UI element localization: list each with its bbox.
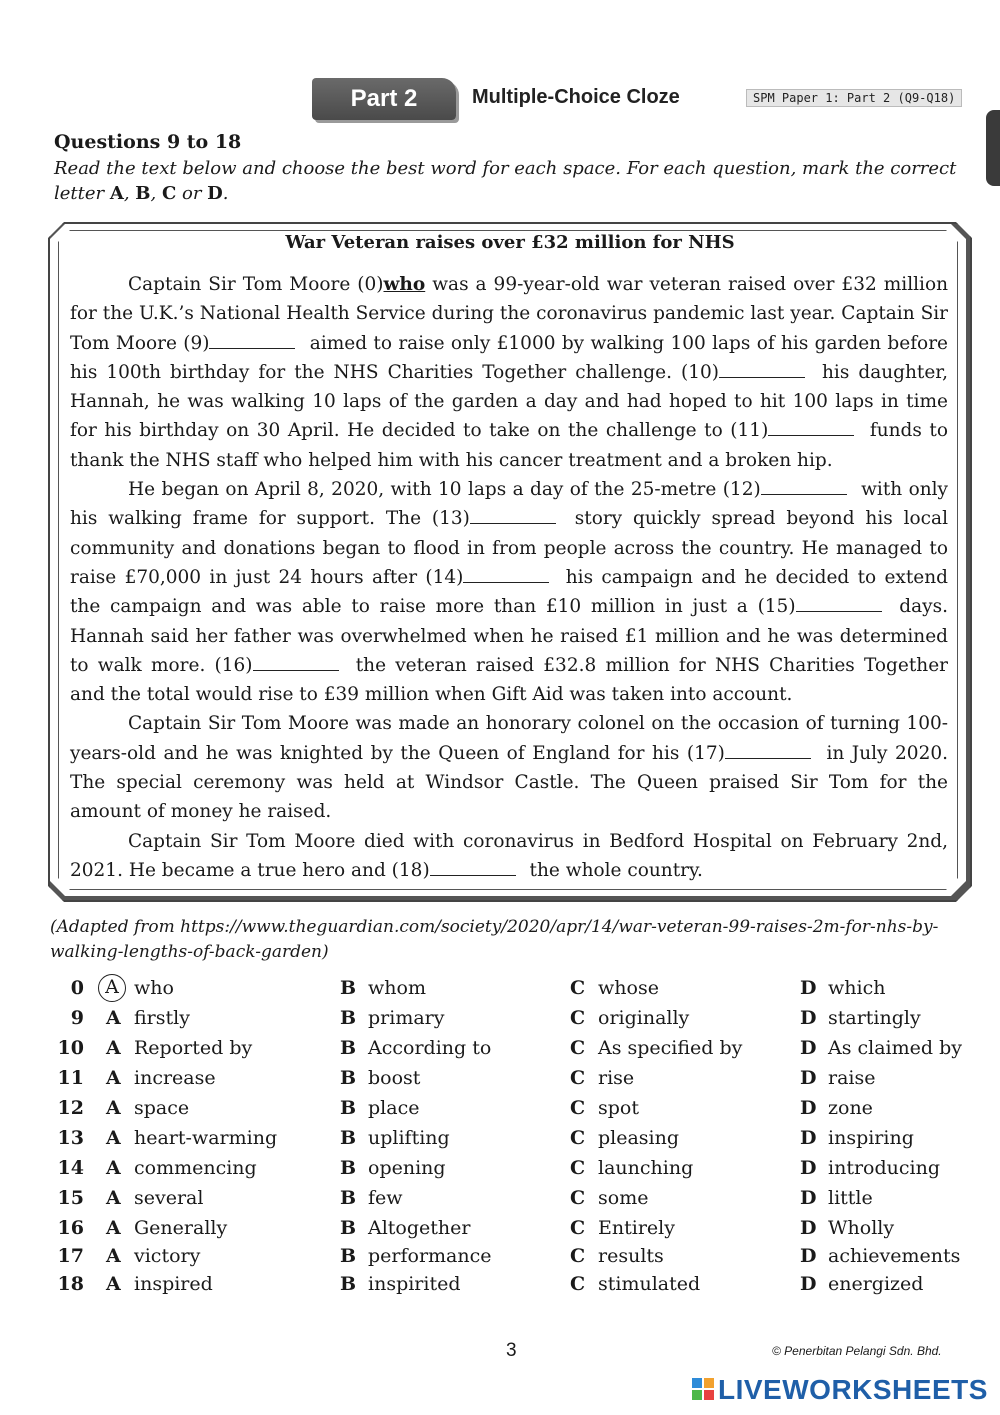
paragraph-4: Captain Sir Tom Moore died with coronavirus in Bedford Hospital on February 2nd, 2021. He became a true hero and (18) the whole country. [70,830,948,881]
option-row-13 [0,1127,1000,1157]
question-number: 15 [57,1187,84,1209]
option-letter-c[interactable]: C [570,1245,586,1267]
edge-tab [986,110,1000,186]
option-letter-d[interactable]: D [800,1067,817,1089]
option-letter-a[interactable]: A [106,1067,121,1089]
option-letter-b[interactable]: B [340,1037,357,1059]
option-b-text[interactable]: inspirited [368,1273,461,1295]
option-d-text[interactable]: zone [828,1097,873,1119]
option-letter-a[interactable]: A [106,1217,121,1239]
option-letter-b[interactable]: B [340,1217,357,1239]
question-number: 0 [70,977,84,999]
option-letter-d[interactable]: D [800,977,817,999]
option-c-text[interactable]: Entirely [598,1217,675,1239]
option-d-text[interactable]: introducing [828,1157,940,1179]
question-number: 11 [57,1067,84,1089]
option-c-text[interactable]: stimulated [598,1273,701,1295]
example-answer: who [383,274,426,295]
question-number: 16 [57,1217,84,1239]
paper-tag: SPM Paper 1: Part 2 (Q9-Q18) [746,89,962,107]
option-letter-c[interactable]: C [570,1157,586,1179]
option-b-text[interactable]: whom [368,977,426,999]
option-d-text[interactable]: energized [828,1273,924,1295]
paragraph-3: Captain Sir Tom Moore was made an honorary colonel on the occasion of turning 100-years-old and he was knighted by the Queen of England for his (17) in July 2020. The special ceremony was held at Windsor Castle. The Queen praised Sir Tom for the amount of money he raised. [70,713,948,823]
option-c-text[interactable]: As specified by [598,1037,743,1059]
option-row-0 [0,977,1000,1007]
passage-body [70,270,948,885]
blank-13[interactable] [470,508,556,524]
section-title: Multiple-Choice Cloze [472,86,680,108]
option-letter-a[interactable]: A [106,1187,121,1209]
option-d-text[interactable]: achievements [828,1245,961,1267]
option-d-text[interactable]: which [828,977,886,999]
option-d-text[interactable]: Wholly [828,1217,895,1239]
option-b-text[interactable]: Altogether [368,1217,471,1239]
option-a-text[interactable]: who [134,977,174,999]
option-letter-d[interactable]: D [800,1245,817,1267]
option-b-text[interactable]: place [368,1097,420,1119]
option-b-text[interactable]: few [368,1187,403,1209]
option-letter-d[interactable]: D [800,1037,817,1059]
option-letter-d[interactable]: D [800,1217,817,1239]
option-c-text[interactable]: some [598,1187,649,1209]
option-row-18 [0,1273,1000,1303]
liveworksheets-brand[interactable]: LIVEWORKSHEETS [718,1374,988,1405]
paragraph-2: He began on April 8, 2020, with 10 laps a day of the 25-metre (12) with only his walking frame for support. The (13) story quickly spread beyond his local community and donations began to flood in from people across the country. He managed to raise £70,000 in just 24 hours after (14) his campaign and he decided to extend the campaign and was able to raise more than £10 million in just a (15) days. Hannah said her father was overwhelmed when he raised £1 million and he was determined to walk more. (16) the veteran raised £32.8 million for NHS Charities Together and the total would rise to £39 million when Gift Aid was taken into account. [70,479,948,706]
option-letter-b[interactable]: B [340,1067,357,1089]
question-number: 17 [57,1245,84,1267]
option-row-10 [0,1037,1000,1067]
option-letter-c[interactable]: C [570,1187,586,1209]
option-letter-b[interactable]: B [340,1187,357,1209]
option-c-text[interactable]: whose [598,977,659,999]
option-letter-d[interactable]: D [800,1097,817,1119]
option-d-text[interactable]: inspiring [828,1127,914,1149]
option-row-14 [0,1157,1000,1187]
part-badge: Part 2 [312,78,456,120]
option-row-16 [0,1217,1000,1247]
option-c-text[interactable]: spot [598,1097,639,1119]
option-a-text[interactable]: heart-warming [134,1127,278,1149]
option-b-text[interactable]: performance [368,1245,492,1267]
blank-14[interactable] [463,567,549,583]
option-b-text[interactable]: opening [368,1157,446,1179]
option-letter-c[interactable]: C [570,1273,586,1295]
liveworksheets-logo-icon [692,1378,714,1402]
option-letter-c[interactable]: C [570,1067,586,1089]
option-a-text[interactable]: victory [134,1245,201,1267]
question-number: 12 [57,1097,84,1119]
option-letter-a[interactable]: A [106,1007,121,1029]
option-letter-b[interactable]: B [340,1097,357,1119]
option-letter-d[interactable]: D [800,1273,817,1295]
page-number: 3 [506,1340,517,1361]
option-letter-d[interactable]: D [800,1187,817,1209]
option-letter-a[interactable]: A [106,1097,121,1119]
option-c-text[interactable]: results [598,1245,664,1267]
option-letter-c[interactable]: C [570,1037,586,1059]
option-row-11 [0,1067,1000,1097]
option-a-text[interactable]: space [134,1097,190,1119]
questions-heading: Questions 9 to 18 [54,131,242,153]
option-c-text[interactable]: originally [598,1007,690,1029]
option-a-text[interactable]: Reported by [134,1037,253,1059]
option-d-text[interactable]: startingly [828,1007,921,1029]
passage-title: War Veteran raises over £32 million for NHS [285,232,735,253]
blank-18[interactable] [430,860,516,876]
option-letter-a[interactable]: A [106,1245,121,1267]
option-letter-a[interactable]: A [106,1037,121,1059]
question-number: 9 [70,1007,84,1029]
option-a-text[interactable]: firstly [134,1007,190,1029]
paragraph-1: Captain Sir Tom Moore (0)who was a 99-year-old war veteran raised over £32 million for the U.K.’s National Health Service during the coronavirus pandemic last year. Captain Sir Tom Moore (9) aimed to raise only £1000 by walking 100 laps of his garden before his 100th birthday for the NHS Charities Together challenge. (10) his daughter, Hannah, he was walking 10 laps of the garden a day and had hoped to hit 100 laps in time for his birthday on 30 April. He decided to take on the challenge to (11) funds to thank the NHS staff who helped him with his cancer treatment and a broken hip. [70,274,949,471]
option-b-text[interactable]: boost [368,1067,421,1089]
option-letter-d[interactable]: D [800,1127,817,1149]
option-c-text[interactable]: launching [598,1157,694,1179]
option-letter-a[interactable]: A [106,1127,121,1149]
option-d-text[interactable]: As claimed by [828,1037,962,1059]
blank-12[interactable] [761,479,847,495]
option-b-text[interactable]: uplifting [368,1127,450,1149]
option-a-text[interactable]: inspired [134,1273,213,1295]
option-a-text[interactable]: commencing [134,1157,257,1179]
option-a-text[interactable]: several [134,1187,204,1209]
option-d-text[interactable]: raise [828,1067,876,1089]
blank-9[interactable] [209,333,295,349]
question-number: 14 [57,1157,84,1179]
question-number: 13 [57,1127,84,1149]
question-number: 18 [57,1273,84,1295]
blank-15[interactable] [796,596,882,612]
option-letter-a[interactable]: A [106,1157,121,1179]
option-b-text[interactable]: primary [368,1007,445,1029]
instructions: Read the text below and choose the best word for each space. For each question, mark the correct letter A, B, C or D. [54,158,957,204]
option-letter-b[interactable]: B [340,1245,357,1267]
option-letter-c[interactable]: C [570,977,586,999]
option-row-17 [0,1245,1000,1275]
option-a-text[interactable]: increase [134,1067,216,1089]
question-number: 10 [57,1037,84,1059]
selected-option-letter-a[interactable]: A [98,974,126,1002]
copyright-text: © Penerbitan Pelangi Sdn. Bhd. [772,1344,942,1358]
option-letter-b[interactable]: B [340,1007,357,1029]
option-row-15 [0,1187,1000,1217]
option-b-text[interactable]: According to [368,1037,492,1059]
option-c-text[interactable]: pleasing [598,1127,680,1149]
option-letter-b[interactable]: B [340,977,357,999]
option-letter-d[interactable]: D [800,1157,817,1179]
blank-11[interactable] [768,420,854,436]
blank-16[interactable] [253,655,339,671]
option-letter-c[interactable]: C [570,1217,586,1239]
option-letter-a[interactable]: A [106,1273,121,1295]
option-letter-d[interactable]: D [800,1007,817,1029]
blank-17[interactable] [725,743,811,759]
option-letter-c[interactable]: C [570,1127,586,1149]
option-letter-b[interactable]: B [340,1157,357,1179]
option-c-text[interactable]: rise [598,1067,635,1089]
option-letter-c[interactable]: C [570,1007,586,1029]
source-citation: (Adapted from https://www.theguardian.com/society/2020/apr/14/war-veteran-99-raises-2m-for-nhs-by-walking-lengths-of-back-garden) [50,917,939,962]
option-row-12 [0,1097,1000,1127]
option-letter-b[interactable]: B [340,1273,357,1295]
option-d-text[interactable]: little [828,1187,873,1209]
option-row-9 [0,1007,1000,1037]
blank-10[interactable] [719,362,805,378]
option-a-text[interactable]: Generally [134,1217,228,1239]
option-letter-b[interactable]: B [340,1127,357,1149]
option-letter-c[interactable]: C [570,1097,586,1119]
